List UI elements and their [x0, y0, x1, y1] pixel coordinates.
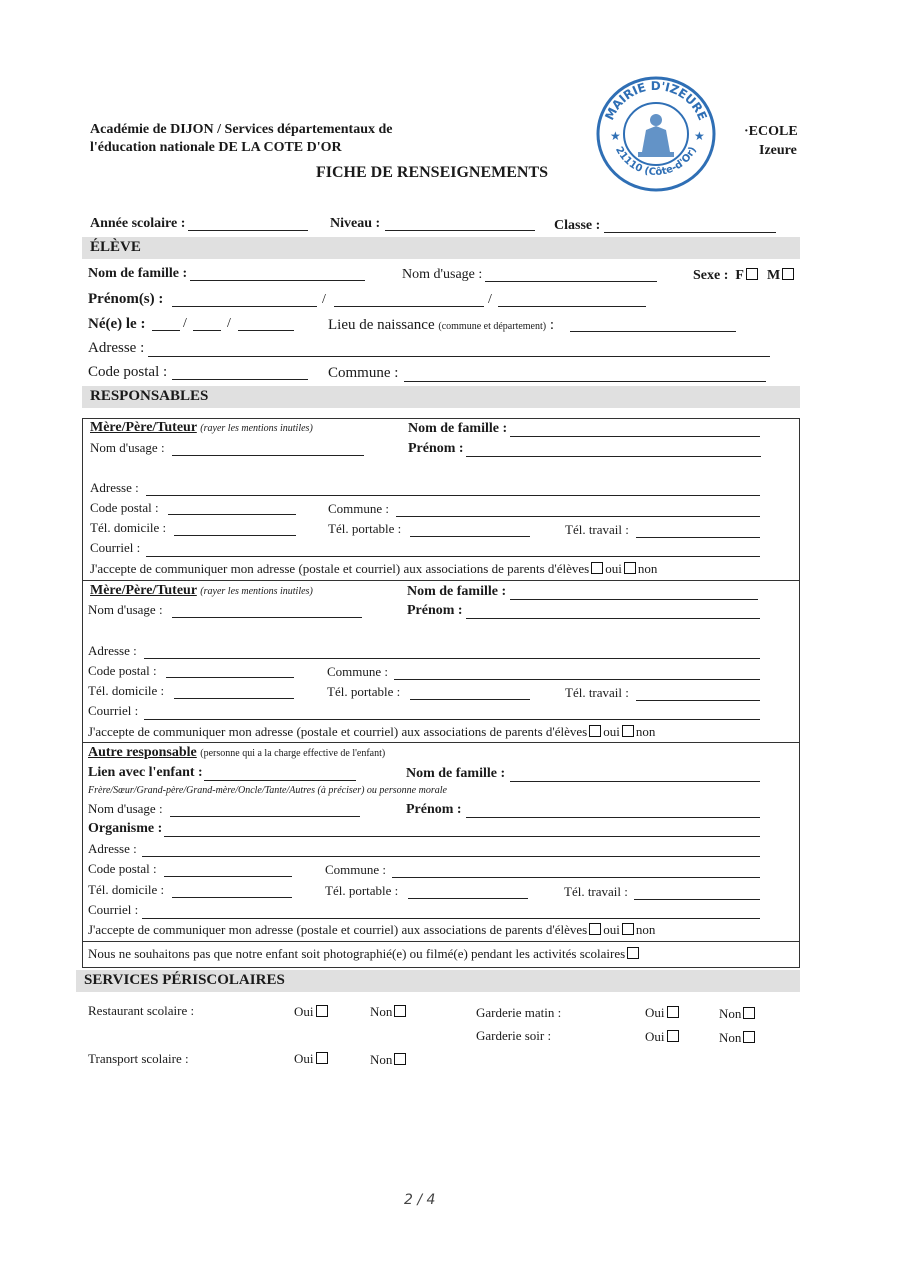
- lieu-naissance-field[interactable]: [570, 331, 736, 332]
- garderie-soir-oui-checkbox[interactable]: [667, 1030, 679, 1042]
- resp2-adresse-field[interactable]: [144, 658, 760, 659]
- transport-non-checkbox[interactable]: [394, 1053, 406, 1065]
- garderie-matin-oui-checkbox[interactable]: [667, 1006, 679, 1018]
- restaurant-label: Restaurant scolaire :: [88, 1003, 195, 1018]
- resp3-nom-famille-field[interactable]: [510, 781, 760, 782]
- resp2-courriel-field[interactable]: [144, 719, 760, 720]
- eleve-heading-band: [82, 237, 800, 259]
- resp3-nom-usage-field[interactable]: [170, 816, 360, 817]
- garderie-soir-oui: Oui: [645, 1029, 681, 1045]
- resp2-title: Mère/Père/Tuteur (rayer les mentions inutiles): [90, 583, 313, 598]
- resp2-tel-domicile-field[interactable]: [174, 698, 294, 699]
- resp3-organisme-field[interactable]: [164, 836, 760, 837]
- birth-year-field[interactable]: [238, 330, 294, 331]
- resp3-lien-field[interactable]: [204, 780, 356, 781]
- resp1-tel-domicile-field[interactable]: [174, 535, 296, 536]
- classe-field[interactable]: [604, 232, 776, 233]
- resp1-non-checkbox[interactable]: [624, 562, 636, 574]
- garderie-matin-label: Garderie matin :: [476, 1005, 562, 1020]
- resp2-commune-field[interactable]: [394, 679, 760, 680]
- resp1-title: Mère/Père/Tuteur (rayer les mentions inutiles): [90, 420, 313, 435]
- eleve-commune-field[interactable]: [404, 381, 766, 382]
- restaurant-non-checkbox[interactable]: [394, 1005, 406, 1017]
- responsables-heading-band: [82, 386, 800, 408]
- classe-label: Classe :: [554, 218, 601, 233]
- responsables-heading: RESPONSABLES: [90, 388, 209, 404]
- resp1-nom-usage-field[interactable]: [172, 455, 364, 456]
- ne-le-label: Né(e) le :: [88, 316, 146, 332]
- svg-text:★: ★: [610, 129, 621, 143]
- resp1-nom-famille-field[interactable]: [510, 436, 760, 437]
- resp3-non-checkbox[interactable]: [622, 923, 634, 935]
- sexe-m-checkbox[interactable]: [782, 268, 794, 280]
- garderie-soir-non-checkbox[interactable]: [743, 1031, 755, 1043]
- transport-label: Transport scolaire :: [88, 1051, 189, 1066]
- eleve-adresse-label: Adresse :: [88, 340, 145, 356]
- resp1-accept: J'accepte de communiquer mon adresse (postale et courriel) aux associations de parents d'élèves oui non: [90, 561, 658, 576]
- resp1-code-postal-field[interactable]: [168, 514, 296, 515]
- eleve-heading: ÉLÈVE: [90, 239, 141, 255]
- eleve-nom-famille-label: Nom de famille :: [88, 266, 188, 281]
- page-title: FICHE DE RENSEIGNEMENTS: [316, 164, 549, 181]
- resp3-lien-options: Frère/Sœur/Grand-père/Grand-mère/Oncle/Tante/Autres (à préciser) ou personne morale: [88, 785, 447, 796]
- resp3-oui-checkbox[interactable]: [589, 923, 601, 935]
- resp2-accept: J'accepte de communiquer mon adresse (postale et courriel) aux associations de parents d'élèves oui non: [88, 724, 656, 739]
- resp1-prenom-field[interactable]: [466, 456, 761, 457]
- resp1-commune-field[interactable]: [396, 516, 760, 517]
- page-number: 2 / 4: [404, 1192, 436, 1208]
- photo-consent: Nous ne souhaitons pas que notre enfant soit photographié(e) ou filmé(e) pendant les activités scolaires: [88, 946, 641, 962]
- eleve-nom-usage-field[interactable]: [485, 281, 657, 282]
- resp3-code-postal-field[interactable]: [164, 876, 292, 877]
- resp3-tel-portable-field[interactable]: [408, 898, 528, 899]
- resp1-courriel-field[interactable]: [146, 556, 760, 557]
- resp2-prenom-field[interactable]: [466, 618, 760, 619]
- resp3-courriel-field[interactable]: [142, 918, 760, 919]
- prenom-2-field[interactable]: [334, 306, 484, 307]
- resp2-nom-usage-field[interactable]: [172, 617, 362, 618]
- lieu-naissance-label: Lieu de naissance (commune et département) :: [328, 317, 555, 333]
- annee-label: Année scolaire :: [90, 216, 186, 231]
- restaurant-oui-checkbox[interactable]: [316, 1005, 328, 1017]
- photo-checkbox[interactable]: [627, 947, 639, 959]
- niveau-field[interactable]: [385, 230, 535, 231]
- garderie-soir-non: Non: [719, 1030, 757, 1046]
- garderie-matin-oui: Oui: [645, 1005, 681, 1021]
- resp3-title: Autre responsable (personne qui a la charge effective de l'enfant): [88, 745, 386, 760]
- services-heading-band: [76, 970, 800, 992]
- resp2-tel-portable-field[interactable]: [410, 699, 530, 700]
- niveau-label: Niveau :: [330, 216, 381, 231]
- resp3-tel-travail-field[interactable]: [634, 899, 760, 900]
- resp1-adresse-field[interactable]: [146, 495, 760, 496]
- stamp-top-text: MAIRIE D'IZEURE: [602, 78, 710, 123]
- eleve-code-postal-label: Code postal :: [88, 364, 168, 380]
- restaurant-oui: Oui: [294, 1004, 330, 1020]
- school-name: Izeure: [759, 143, 797, 158]
- birth-day-field[interactable]: [152, 330, 180, 331]
- eleve-nom-famille-field[interactable]: [190, 280, 365, 281]
- resp1-oui-checkbox[interactable]: [591, 562, 603, 574]
- eleve-adresse-field[interactable]: [148, 356, 770, 357]
- transport-oui-checkbox[interactable]: [316, 1052, 328, 1064]
- birth-month-field[interactable]: [193, 330, 221, 331]
- resp3-accept: J'accepte de communiquer mon adresse (postale et courriel) aux associations de parents d'élèves oui non: [88, 922, 656, 937]
- school-label: ·ECOLE: [744, 124, 798, 139]
- resp2-tel-travail-field[interactable]: [636, 700, 760, 701]
- prenom-3-field[interactable]: [498, 306, 646, 307]
- resp3-prenom-field[interactable]: [466, 817, 760, 818]
- academy-line-1: Académie de DIJON / Services départementaux de: [90, 122, 393, 137]
- resp2-oui-checkbox[interactable]: [589, 725, 601, 737]
- transport-oui: Oui: [294, 1051, 330, 1067]
- academy-line-2: l'éducation nationale DE LA COTE D'OR: [90, 140, 342, 155]
- sexe-f-checkbox[interactable]: [746, 268, 758, 280]
- restaurant-non: Non: [370, 1004, 408, 1020]
- eleve-code-postal-field[interactable]: [172, 379, 308, 380]
- eleve-nom-usage-label: Nom d'usage :: [402, 267, 483, 282]
- resp3-tel-domicile-field[interactable]: [172, 897, 292, 898]
- prenoms-label: Prénom(s) :: [88, 291, 164, 307]
- annee-field[interactable]: [188, 230, 308, 231]
- svg-text:★: ★: [694, 129, 705, 143]
- resp1-tel-travail-field[interactable]: [636, 537, 760, 538]
- resp2-nom-famille-field[interactable]: [510, 599, 758, 600]
- garderie-matin-non: Non: [719, 1006, 757, 1022]
- stamp-emblem: [638, 114, 674, 157]
- resp3-commune-field[interactable]: [392, 877, 760, 878]
- mairie-stamp: [594, 72, 718, 196]
- services-heading: SERVICES PÉRISCOLAIRES: [84, 972, 285, 988]
- garderie-soir-label: Garderie soir :: [476, 1028, 552, 1043]
- resp1-tel-portable-field[interactable]: [410, 536, 530, 537]
- responsables-frame: [82, 418, 800, 968]
- resp2-code-postal-field[interactable]: [166, 677, 294, 678]
- resp3-adresse-field[interactable]: [142, 856, 760, 857]
- sexe-field: Sexe : F M: [693, 268, 796, 284]
- prenom-1-field[interactable]: [172, 306, 317, 307]
- resp2-non-checkbox[interactable]: [622, 725, 634, 737]
- eleve-commune-label: Commune :: [328, 365, 399, 381]
- transport-non: Non: [370, 1052, 408, 1068]
- stamp-bottom-text: 21110 (Côte-d'Or): [613, 145, 699, 179]
- garderie-matin-non-checkbox[interactable]: [743, 1007, 755, 1019]
